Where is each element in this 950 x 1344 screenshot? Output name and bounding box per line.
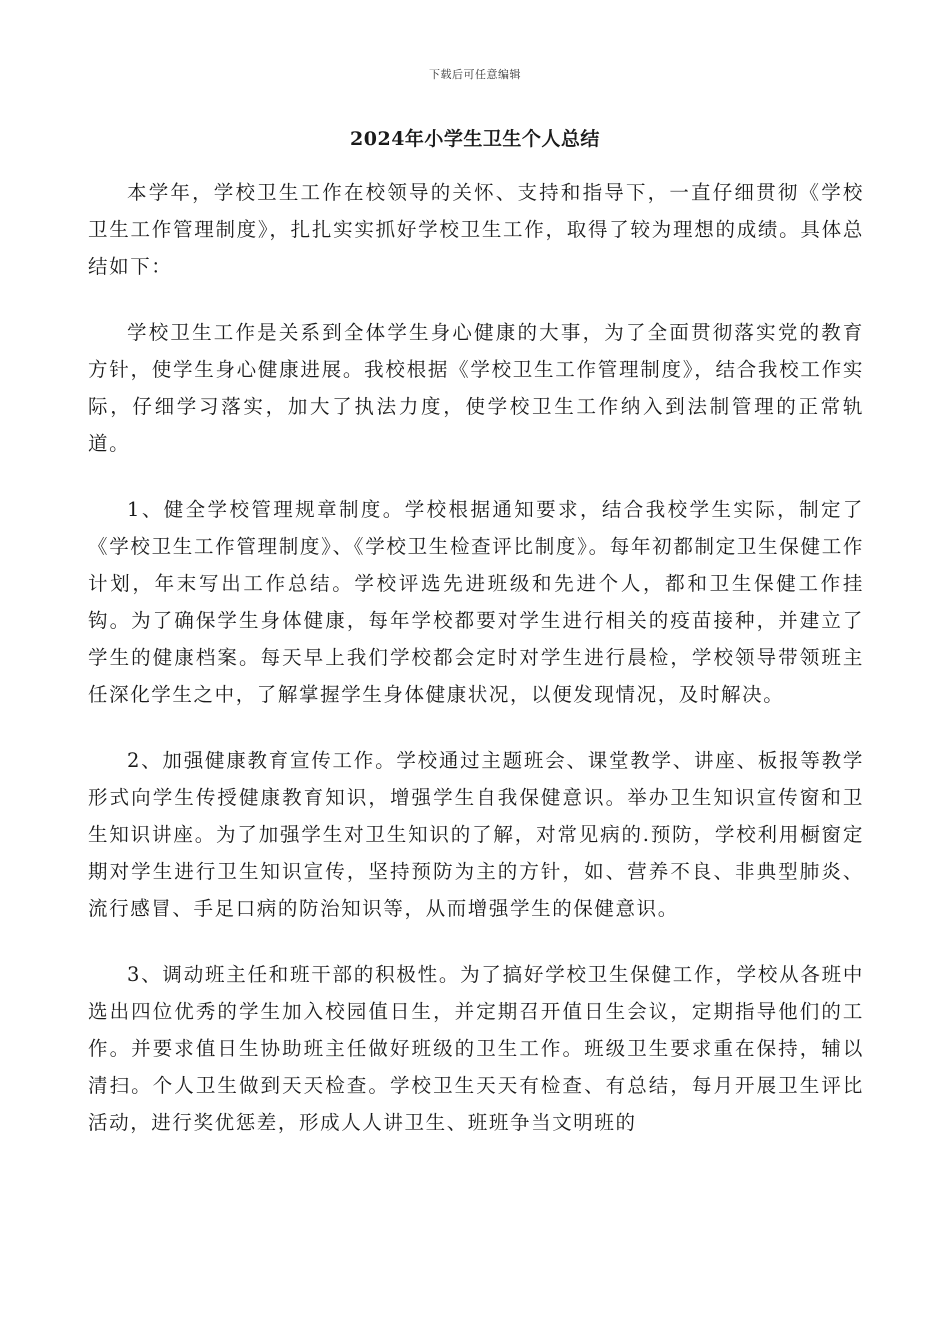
paragraph-item-3: 3、调动班主任和班干部的积极性。为了搞好学校卫生保健工作，学校从各班中选出四位优秀的学生加入校园值日生，并定期召开值日生会议，定期指导他们的工作。并要求值日生协助班主任做好班级的卫生工作。班级卫生要求重在保持，辅以清扫。个人卫生做到天天检查。学校卫生天天有检查、有总结，每月开展卫生评比活动，进行奖优惩差，形成人人讲卫生、班班争当文明班的 [88,963,864,1134]
document-body [88,174,864,1170]
paragraph-intro: 本学年，学校卫生工作在校领导的关怀、支持和指导下，一直仔细贯彻《学校卫生工作管理制度》，扎扎实实抓好学校卫生工作，取得了较为理想的成绩。具体总结如下： [88,181,864,278]
paragraph-overview: 学校卫生工作是关系到全体学生身心健康的大事，为了全面贯彻落实党的教育方针，使学生身心健康进展。我校根据《学校卫生工作管理制度》，结合我校工作实际，仔细学习落实，加大了执法力度，使学校卫生工作纳入到法制管理的正常轨道。 [88,321,864,455]
paragraph-item-1: 1、健全学校管理规章制度。学校根据通知要求，结合我校学生实际，制定了《学校卫生工作管理制度》、《学校卫生检查评比制度》。每年初都制定卫生保健工作计划，年末写出工作总结。学校评选先进班级和先进个人，都和卫生保健工作挂钩。为了确保学生身体健康，每年学校都要对学生进行相关的疫苗接种，并建立了学生的健康档案。每天早上我们学校都会定时对学生进行晨检，学校领导带领班主任深化学生之中，了解掌握学生身体健康状况，以便发现情况，及时解决。 [88,498,864,706]
header-note: 下载后可任意编辑 [429,68,521,81]
paragraph-item-2: 2、加强健康教育宣传工作。学校通过主题班会、课堂教学、讲座、板报等教学形式向学生传授健康教育知识，增强学生自我保健意识。举办卫生知识宣传窗和卫生知识讲座。为了加强学生对卫生知识的了解，对常见病的.预防，学校利用橱窗定期对学生进行卫生知识宣传，坚持预防为主的方针，如、营养不良、非典型肺炎、流行感冒、手足口病的防治知识等，从而增强学生的保健意识。 [88,749,864,920]
document-title: 2024年小学生卫生个人总结 [350,128,600,150]
